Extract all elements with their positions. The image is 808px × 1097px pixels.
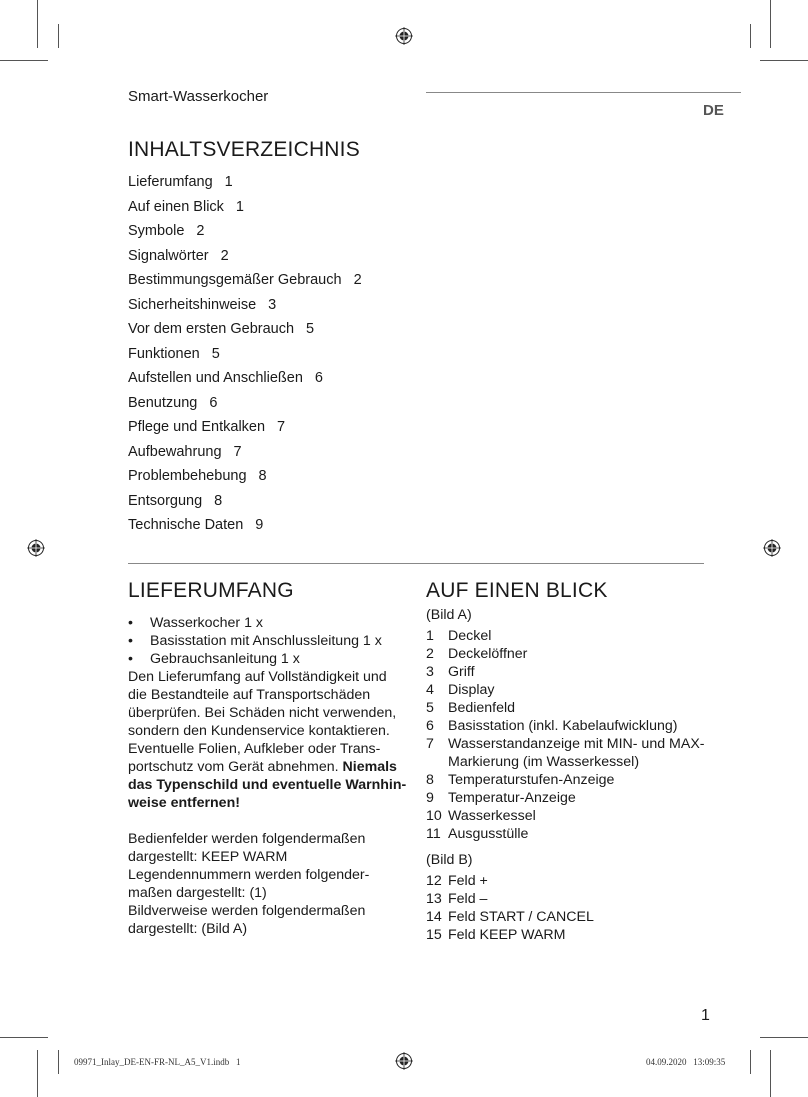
toc-heading: INHALTSVERZEICHNIS (128, 138, 360, 161)
crop-mark (760, 60, 808, 61)
toc-item-page: 7 (233, 443, 242, 460)
legend-list-a (426, 627, 716, 843)
toc-item[interactable] (128, 319, 362, 344)
legend-label: Wasserkessel (448, 808, 536, 824)
legend-number: 1 (426, 628, 434, 644)
legend-item (426, 681, 716, 699)
toc-item-page: 1 (235, 198, 244, 215)
toc-item-label: Funktionen (128, 345, 200, 362)
toc-item-label: Bestimmungsgemäßer Gebrauch (128, 272, 342, 288)
registration-mark-icon (763, 539, 781, 557)
legend-label: Bedienfeld (448, 700, 516, 716)
registration-mark-icon (27, 539, 45, 557)
remove-film-text: Eventuelle Folien, Aufkleber oder Transportschutz vom Gerät abnehmen. (128, 741, 381, 775)
legend-number: 5 (426, 700, 434, 716)
language-tab: DE (703, 102, 724, 119)
convention-term: Bedienfelder (128, 831, 208, 847)
legend-label: Feld START / CANCEL (448, 909, 594, 925)
crop-mark (37, 0, 38, 48)
header-rule (426, 92, 741, 93)
legend-number: 15 (426, 927, 442, 943)
delivery-item: • Basisstation mit Anschlussleitung 1 x (128, 632, 408, 650)
overview-section (426, 606, 716, 944)
convention-figures (128, 902, 408, 938)
toc-item-page: 2 (196, 223, 205, 239)
lieferumfang-heading: LIEFERUMFANG (128, 579, 294, 602)
legend-item (426, 890, 716, 908)
page-number: 1 (701, 1007, 710, 1024)
toc-item-label: Aufstellen und Anschließen (128, 370, 303, 386)
remove-film-paragraph (128, 740, 408, 812)
toc-item-label: Problembehebung (128, 468, 247, 484)
registration-mark-icon (395, 1052, 413, 1070)
legend-number: 6 (426, 718, 434, 734)
print-slug-date: 04.09.2020 13:09:35 (646, 1057, 726, 1067)
toc-item-page: 7 (277, 419, 286, 435)
legend-item (426, 717, 716, 735)
toc-item[interactable] (128, 270, 362, 295)
toc-item[interactable] (128, 368, 362, 393)
toc-list (128, 172, 362, 540)
legend-item (426, 627, 716, 645)
toc-item-page: 2 (220, 247, 229, 264)
legend-item (426, 926, 716, 944)
toc-item[interactable] (128, 442, 362, 467)
toc-item-page: 3 (268, 296, 277, 313)
legend-label: Feld + (448, 873, 488, 889)
crop-mark (0, 60, 48, 61)
crop-mark (760, 1037, 808, 1038)
toc-item-label: Lieferumfang (128, 174, 213, 190)
toc-item-label: Aufbewahrung (128, 443, 222, 460)
legend-item (426, 645, 716, 663)
toc-item-page: 5 (211, 345, 220, 362)
legend-number: 13 (426, 891, 442, 907)
legend-list-b (426, 872, 716, 944)
legend-number: 8 (426, 772, 434, 788)
toc-item-page: 8 (258, 468, 267, 484)
crop-mark (37, 1050, 38, 1097)
convention-text: werden folgendermaßen dargestellt: (1) (128, 867, 370, 901)
crop-mark (58, 1050, 59, 1074)
toc-item-label: Technische Daten (128, 517, 244, 533)
legend-number: 2 (426, 646, 434, 662)
section-divider (128, 563, 704, 564)
legend-number: 4 (426, 682, 434, 698)
delivery-item: • Wasserkocher 1 x (128, 614, 408, 632)
lieferumfang-section (128, 614, 408, 938)
legend-label: Feld KEEP WARM (448, 927, 566, 943)
legend-label: Temperaturstufen-Anzeige (448, 772, 615, 788)
legend-item (426, 908, 716, 926)
legend-number: 10 (426, 808, 442, 824)
toc-item[interactable] (128, 172, 362, 197)
convention-term: Legendennummern (128, 867, 252, 883)
toc-item[interactable] (128, 197, 362, 222)
toc-item-page: 6 (209, 394, 218, 411)
legend-item (426, 807, 716, 825)
crop-mark (58, 24, 59, 48)
legend-number: 9 (426, 790, 434, 806)
legend-item (426, 771, 716, 789)
legend-number: 3 (426, 664, 434, 680)
legend-label: Deckelöffner (448, 646, 528, 662)
legend-item (426, 663, 716, 681)
overview-heading: AUF EINEN BLICK (426, 579, 608, 602)
toc-item-label: Sicherheitshinweise (128, 296, 257, 313)
toc-item-page: 5 (306, 321, 315, 337)
legend-number: 7 (426, 736, 434, 752)
legend-item (426, 735, 716, 771)
legend-number: 12 (426, 873, 442, 889)
toc-item[interactable] (128, 466, 362, 491)
toc-item-page: 2 (353, 272, 362, 288)
legend-item (426, 699, 716, 717)
crop-mark (750, 24, 751, 48)
toc-item-page: 9 (255, 517, 264, 533)
print-slug-file: 09971_Inlay_DE-EN-FR-NL_A5_V1.indb 1 (74, 1057, 241, 1067)
toc-item-label: Entsorgung (128, 492, 203, 509)
legend-item (426, 825, 716, 843)
legend-label: Griff (448, 664, 475, 680)
crop-mark (770, 0, 771, 48)
legend-label: Deckel (448, 628, 492, 644)
legend-label: Basisstation (inkl. Kabelaufwicklung) (448, 718, 678, 734)
toc-item-label: Signalwörter (128, 247, 209, 264)
legend-label: Ausgusstülle (448, 826, 529, 842)
toc-item[interactable] (128, 246, 362, 271)
convention-text: werden folgendermaßen dargestellt: KEEP WARM (128, 831, 366, 865)
toc-item-label: Vor dem ersten Gebrauch (128, 321, 295, 337)
toc-item-page: 1 (224, 174, 233, 190)
toc-item[interactable] (128, 344, 362, 369)
legend-label: Display (448, 682, 495, 698)
toc-item-label: Pflege und Entkalken (128, 419, 266, 435)
delivery-item: • Gebrauchsanleitung 1 x (128, 650, 408, 668)
legend-number: 14 (426, 909, 442, 925)
legend-label: Wasserstandanzeige mit MIN- und MAX-Markierung (im Wasserkessel) (448, 736, 705, 770)
check-paragraph: Den Lieferumfang auf Vollständigkeit und die Bestandteile auf Transportschäden überprüfen. Bei Schäden nicht verwenden, sondern den Kundenservice kontaktieren. (128, 669, 397, 739)
figure-a-label: (Bild A) (426, 607, 472, 623)
legend-label: Feld – (448, 891, 488, 907)
crop-mark (0, 1037, 48, 1038)
convention-legend (128, 866, 408, 902)
toc-item-page: 6 (314, 370, 323, 386)
toc-item[interactable] (128, 417, 362, 442)
convention-panels (128, 830, 408, 866)
crop-mark (750, 1050, 751, 1074)
legend-number: 11 (426, 826, 441, 842)
legend-item (426, 789, 716, 807)
toc-item[interactable] (128, 515, 362, 540)
warning-text: Niemals das Typenschild und eventuelle Warnhinweise entfernen! (128, 759, 407, 811)
figure-b-label: (Bild B) (426, 852, 473, 868)
convention-term: Bildverweise (128, 903, 208, 919)
toc-item[interactable] (128, 393, 362, 418)
legend-label: Temperatur-Anzeige (448, 790, 576, 806)
toc-item-label: Symbole (128, 223, 185, 239)
legend-item (426, 872, 716, 890)
toc-item-label: Benutzung (128, 394, 198, 411)
toc-item[interactable] (128, 221, 362, 246)
delivery-list (128, 614, 408, 668)
toc-item[interactable] (128, 295, 362, 320)
crop-mark (770, 1050, 771, 1097)
convention-text: werden folgendermaßen dargestellt: (Bild A) (128, 903, 366, 937)
running-header-title: Smart-Wasserkocher (128, 88, 269, 105)
registration-mark-icon (395, 27, 413, 45)
toc-item[interactable] (128, 491, 362, 516)
toc-item-page: 8 (214, 492, 223, 509)
toc-item-label: Auf einen Blick (128, 198, 224, 215)
